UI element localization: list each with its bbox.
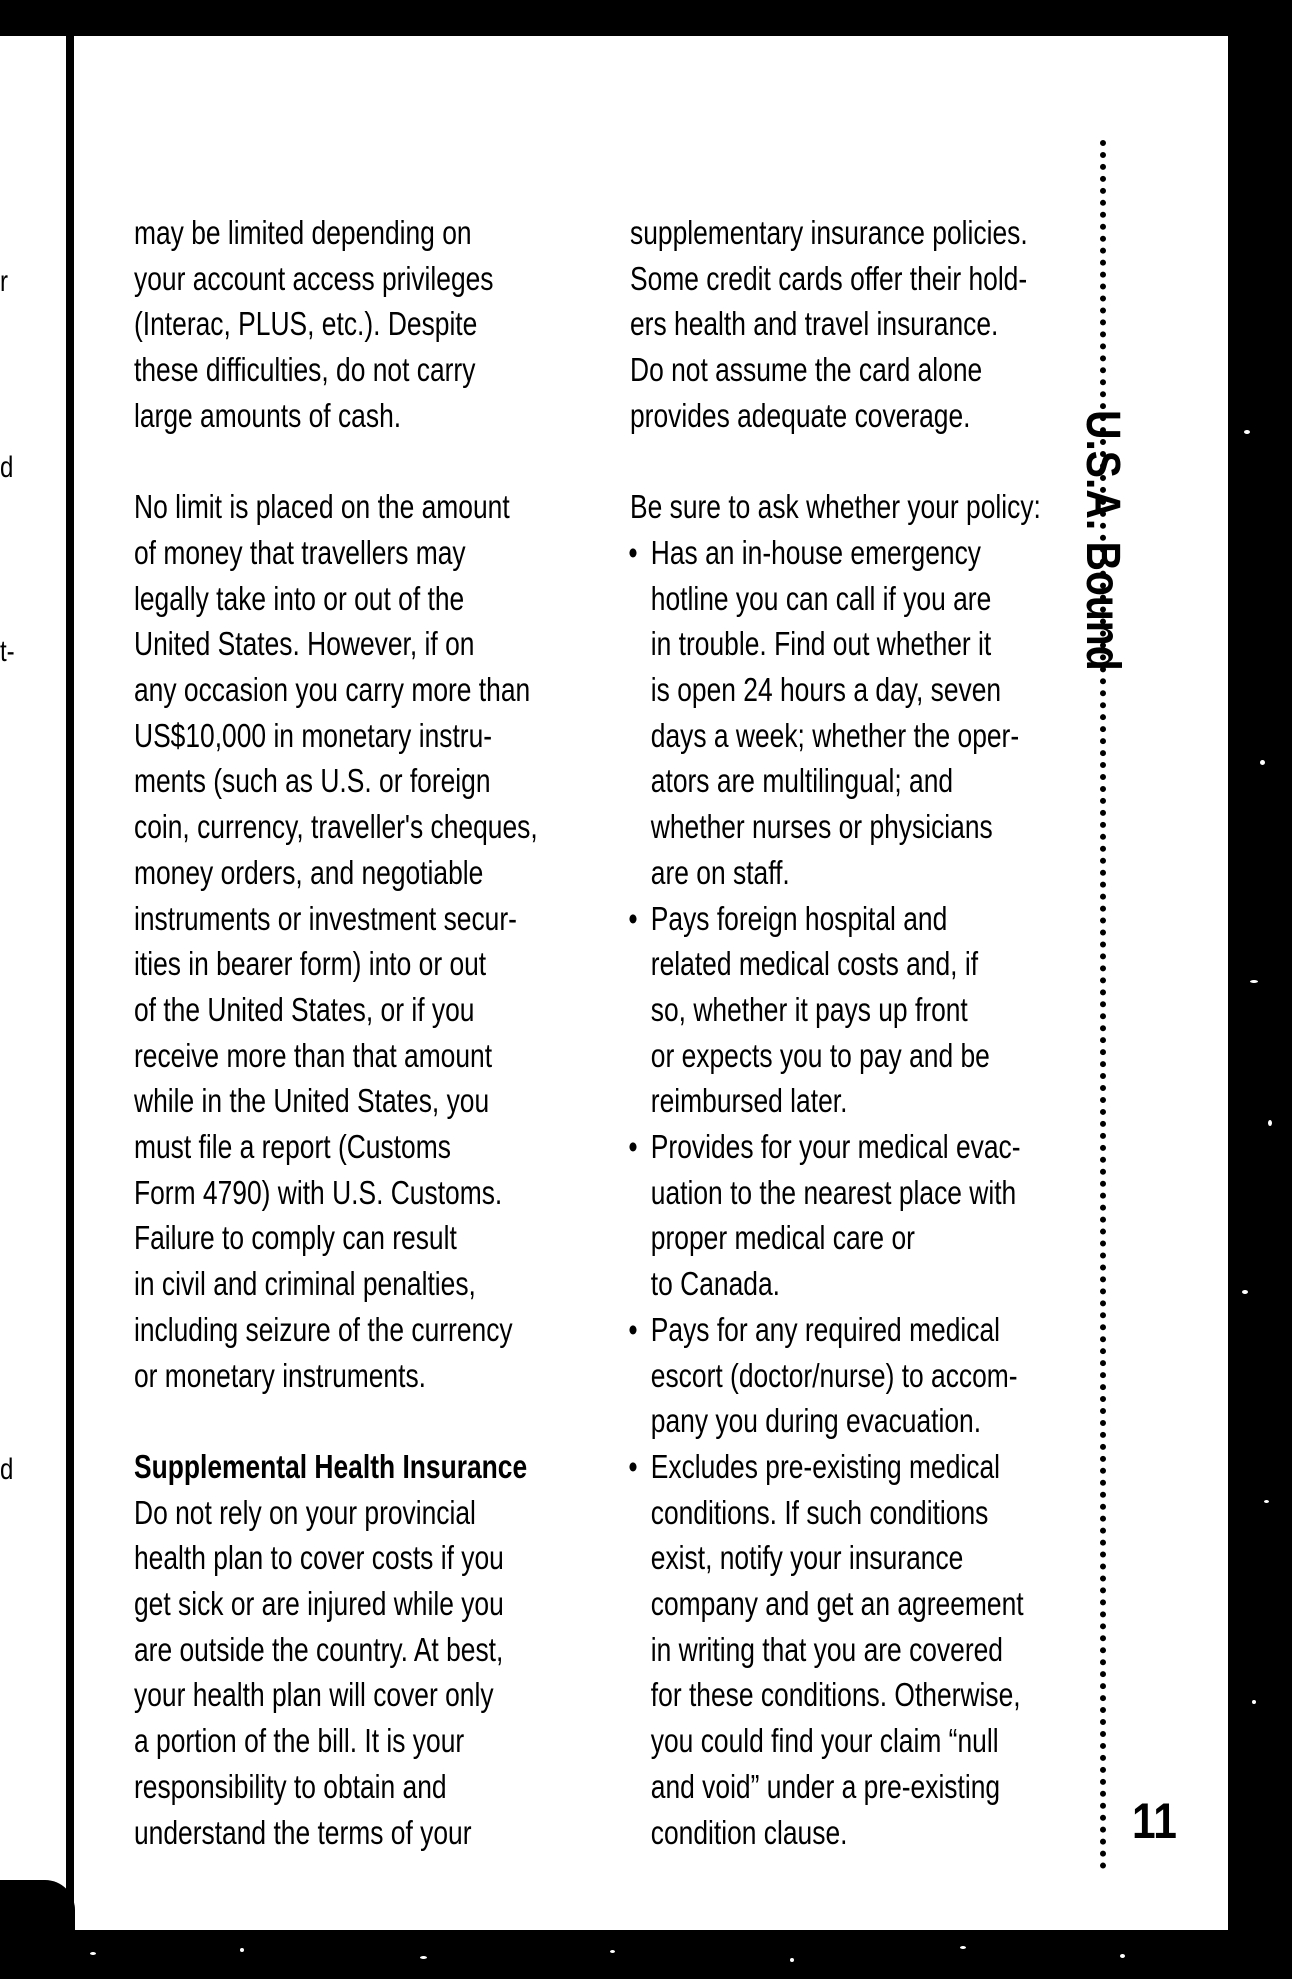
text-line: including seizure of the currency xyxy=(134,1310,513,1348)
prev-page-fragment: d xyxy=(0,451,14,484)
text-line: legally take into or out of the xyxy=(134,579,465,617)
text-line: conditions. If such conditions xyxy=(650,1493,989,1531)
text-line: Failure to comply can result xyxy=(134,1219,457,1257)
text-line: ities in bearer form) into or out xyxy=(134,945,487,983)
text-line: Some credit cards offer their hold- xyxy=(630,259,1028,297)
bullet-icon: • xyxy=(628,1128,638,1166)
text-line: reimbursed later. xyxy=(650,1082,848,1120)
paragraph-money-limit xyxy=(134,484,538,1398)
list-item xyxy=(630,530,1041,896)
text-line: related medical costs and, if xyxy=(650,945,979,983)
text-line: money orders, and negotiable xyxy=(134,853,484,891)
text-line: health plan to cover costs if you xyxy=(134,1539,504,1577)
text-line: you could find your claim “null xyxy=(650,1722,999,1760)
scan-corner xyxy=(0,1880,75,1940)
section-heading: Supplemental Health Insurance xyxy=(134,1447,528,1485)
scan-border-top xyxy=(0,0,1292,36)
text-line: understand the terms of your xyxy=(134,1813,472,1851)
running-title-text: U.S.A. Bound xyxy=(1076,410,1129,671)
page-number: 11 xyxy=(1132,1793,1177,1849)
text-line: company and get an agreement xyxy=(650,1585,1024,1623)
text-line: coin, currency, traveller's cheques, xyxy=(134,808,538,846)
text-line: of the United States, or if you xyxy=(134,990,475,1028)
text-line: for these conditions. Otherwise, xyxy=(650,1676,1021,1714)
text-line: Do not rely on your provincial xyxy=(134,1493,476,1531)
text-line: Provides for your medical evac- xyxy=(650,1128,1021,1166)
text-line: large amounts of cash. xyxy=(134,396,402,434)
paragraph-cash-limits xyxy=(134,210,538,439)
bullet-icon: • xyxy=(628,899,638,937)
text-line: of money that travellers may xyxy=(134,533,466,571)
text-line: may be limited depending on xyxy=(134,214,472,251)
text-line: uation to the nearest place with xyxy=(650,1173,1017,1211)
scan-border-right xyxy=(1230,0,1292,1979)
text-line: ers health and travel insurance. xyxy=(630,305,999,343)
text-line: any occasion you carry more than xyxy=(134,671,531,709)
text-line: so, whether it pays up front xyxy=(650,990,968,1028)
text-line: to Canada. xyxy=(650,1265,780,1303)
text-line: must file a report (Customs xyxy=(134,1128,451,1166)
text-line: while in the United States, you xyxy=(134,1082,490,1120)
paragraph-supplementary-policies xyxy=(630,210,1041,439)
list-intro: Be sure to ask whether your policy: xyxy=(630,488,1041,526)
bullet-icon: • xyxy=(628,1447,638,1485)
text-line: a portion of the bill. It is your xyxy=(134,1722,465,1760)
text-line: No limit is placed on the amount xyxy=(134,488,510,526)
page-gutter-line xyxy=(66,34,74,1934)
text-line: Do not assume the card alone xyxy=(630,351,983,389)
text-line: responsibility to obtain and xyxy=(134,1767,447,1805)
text-line: instruments or investment secur- xyxy=(134,899,517,937)
text-line: Form 4790) with U.S. Customs. xyxy=(134,1173,503,1211)
page-edge xyxy=(1228,34,1232,1934)
list-item xyxy=(630,1124,1041,1307)
bullet-icon: • xyxy=(628,533,638,571)
section-supplemental-health-insurance xyxy=(134,1444,538,1855)
text-line: hotline you can call if you are xyxy=(650,579,992,617)
text-line: in civil and criminal penalties, xyxy=(134,1265,476,1303)
dotted-margin-rule xyxy=(1100,140,1106,1870)
text-line: is open 24 hours a day, seven xyxy=(650,671,1002,709)
text-line: or monetary instruments. xyxy=(134,1356,426,1394)
text-line: or expects you to pay and be xyxy=(650,1036,990,1074)
text-line: your account access privileges xyxy=(134,259,494,297)
text-line: your health plan will cover only xyxy=(134,1676,494,1714)
text-line: days a week; whether the oper- xyxy=(650,716,1020,754)
text-line: ators are multilingual; and xyxy=(650,762,954,800)
text-line: Has an in-house emergency xyxy=(650,533,981,571)
text-line: United States. However, if on xyxy=(134,625,475,663)
text-line: get sick or are injured while you xyxy=(134,1585,504,1623)
text-line: provides adequate coverage. xyxy=(630,396,971,434)
text-line: are on staff. xyxy=(650,853,790,891)
text-line: these difficulties, do not carry xyxy=(134,351,476,389)
text-line: Excludes pre-existing medical xyxy=(650,1447,1001,1485)
text-line: escort (doctor/nurse) to accom- xyxy=(650,1356,1018,1394)
text-line: US$10,000 in monetary instru- xyxy=(134,716,493,754)
text-line: exist, notify your insurance xyxy=(650,1539,964,1577)
text-line: Pays foreign hospital and xyxy=(650,899,948,937)
text-line: ments (such as U.S. or foreign xyxy=(134,762,491,800)
text-line: condition clause. xyxy=(650,1813,848,1851)
text-line: supplementary insurance policies. xyxy=(630,214,1028,251)
left-column xyxy=(134,210,538,1901)
text-line: pany you during evacuation. xyxy=(650,1402,982,1440)
text-line: and void” under a pre-existing xyxy=(650,1767,1001,1805)
text-line: receive more than that amount xyxy=(134,1036,493,1074)
list-item xyxy=(630,1444,1041,1855)
scan-border-bottom xyxy=(0,1930,1292,1979)
prev-page-fragment: t- xyxy=(0,635,15,668)
text-line: whether nurses or physicians xyxy=(650,808,993,846)
text-line: Pays for any required medical xyxy=(650,1310,1001,1348)
text-line: are outside the country. At best, xyxy=(134,1630,504,1668)
bullet-icon: • xyxy=(628,1310,638,1348)
running-title xyxy=(1075,410,1130,717)
text-line: in trouble. Find out whether it xyxy=(650,625,992,663)
prev-page-fragment: r xyxy=(0,265,8,298)
text-line: proper medical care or xyxy=(650,1219,915,1257)
text-line: (Interac, PLUS, etc.). Despite xyxy=(134,305,478,343)
policy-checklist xyxy=(630,484,1041,1855)
prev-page-fragment: d xyxy=(0,1453,14,1486)
right-column xyxy=(630,210,1041,1855)
list-item xyxy=(630,896,1041,1125)
text-line: in writing that you are covered xyxy=(650,1630,1003,1668)
list-item xyxy=(630,1307,1041,1444)
